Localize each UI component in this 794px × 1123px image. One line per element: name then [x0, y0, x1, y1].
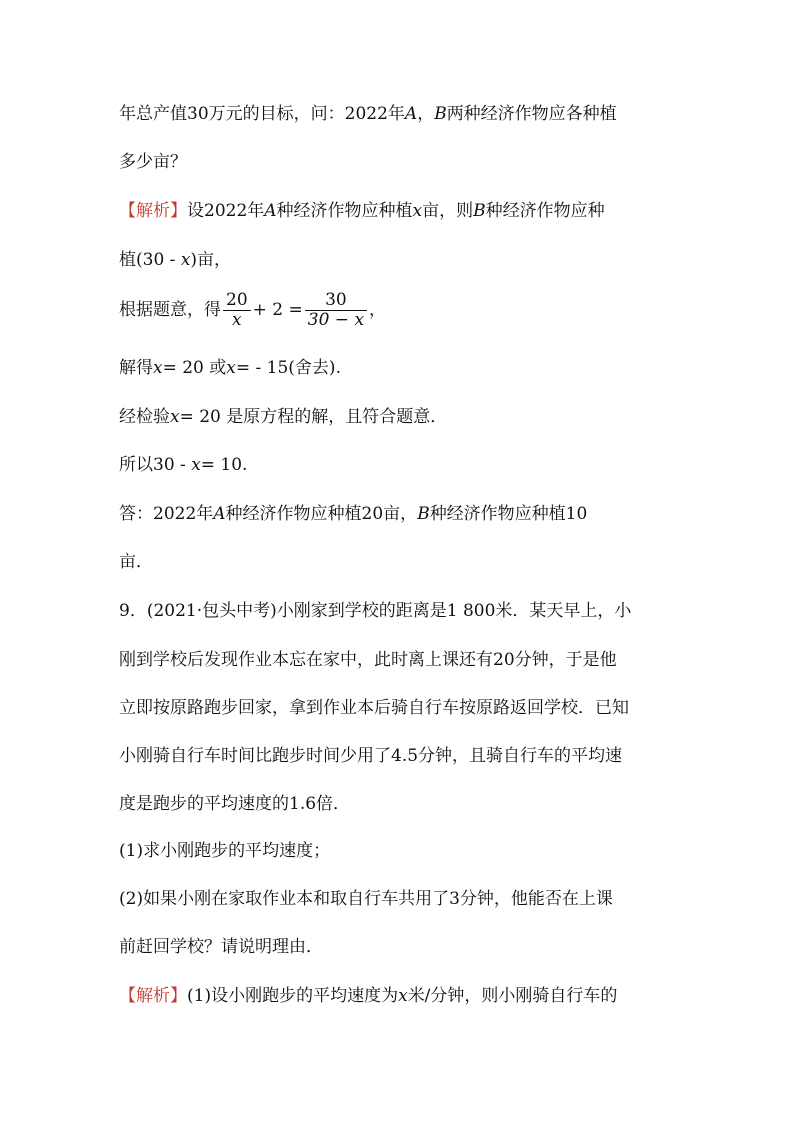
- problem-line: (2)如果小刚在家取作业本和取自行车共用了3分钟，他能否在上课: [119, 889, 613, 909]
- text-line: 亩．: [119, 552, 153, 572]
- text-line: 多少亩？: [119, 152, 187, 172]
- problem-line: 度是跑步的平均速度的1.6倍．: [119, 794, 351, 814]
- fraction: $\frac{20}{x}$: [223, 291, 251, 330]
- text-line: 植(30 - x)亩，: [119, 250, 232, 270]
- analysis-tag: 【解析】: [119, 201, 187, 221]
- fraction: $\frac{30}{30 - x}$: [305, 291, 367, 330]
- problem-line: 刚到学校后发现作业本忘在家中，此时离上课还有20分钟，于是他: [119, 650, 617, 670]
- problem-line: 小刚骑自行车时间比跑步时间少用了4.5分钟，且骑自行车的平均速: [119, 746, 623, 766]
- problem-line: 9．(2021·包头中考)小刚家到学校的距离是1 800米．某天早上，小: [119, 601, 632, 621]
- text-line: 解得x= 20 或x= - 15(舍去).: [119, 358, 341, 378]
- analysis-tag: 【解析】: [119, 986, 187, 1006]
- text-line: 答：2022年A种经济作物应种植20亩，B种经济作物应种植10: [119, 504, 588, 524]
- problem-line: 立即按原路跑步回家，拿到作业本后骑自行车按原路返回学校．已知: [119, 698, 629, 718]
- text-line: 所以30 - x= 10.: [119, 455, 248, 475]
- text-line: 年总产值30万元的目标，问：2022年A，B两种经济作物应各种植: [119, 104, 617, 124]
- problem-line: (1)求小刚跑步的平均速度；: [119, 841, 331, 861]
- solution-line: 【解析】设2022年A种经济作物应种植x亩，则B种经济作物应种: [119, 201, 605, 221]
- text-line: 经检验x= 20 是原方程的解，且符合题意．: [119, 407, 448, 427]
- equation-line: 根据题意，得 $\frac{20}{x}$ + 2 = $\frac{30}{30 - x}$ ，: [119, 290, 387, 330]
- problem-line: 前赶回学校？请说明理由．: [119, 937, 323, 957]
- solution-line: 【解析】(1)设小刚跑步的平均速度为x米/分钟，则小刚骑自行车的: [119, 986, 618, 1006]
